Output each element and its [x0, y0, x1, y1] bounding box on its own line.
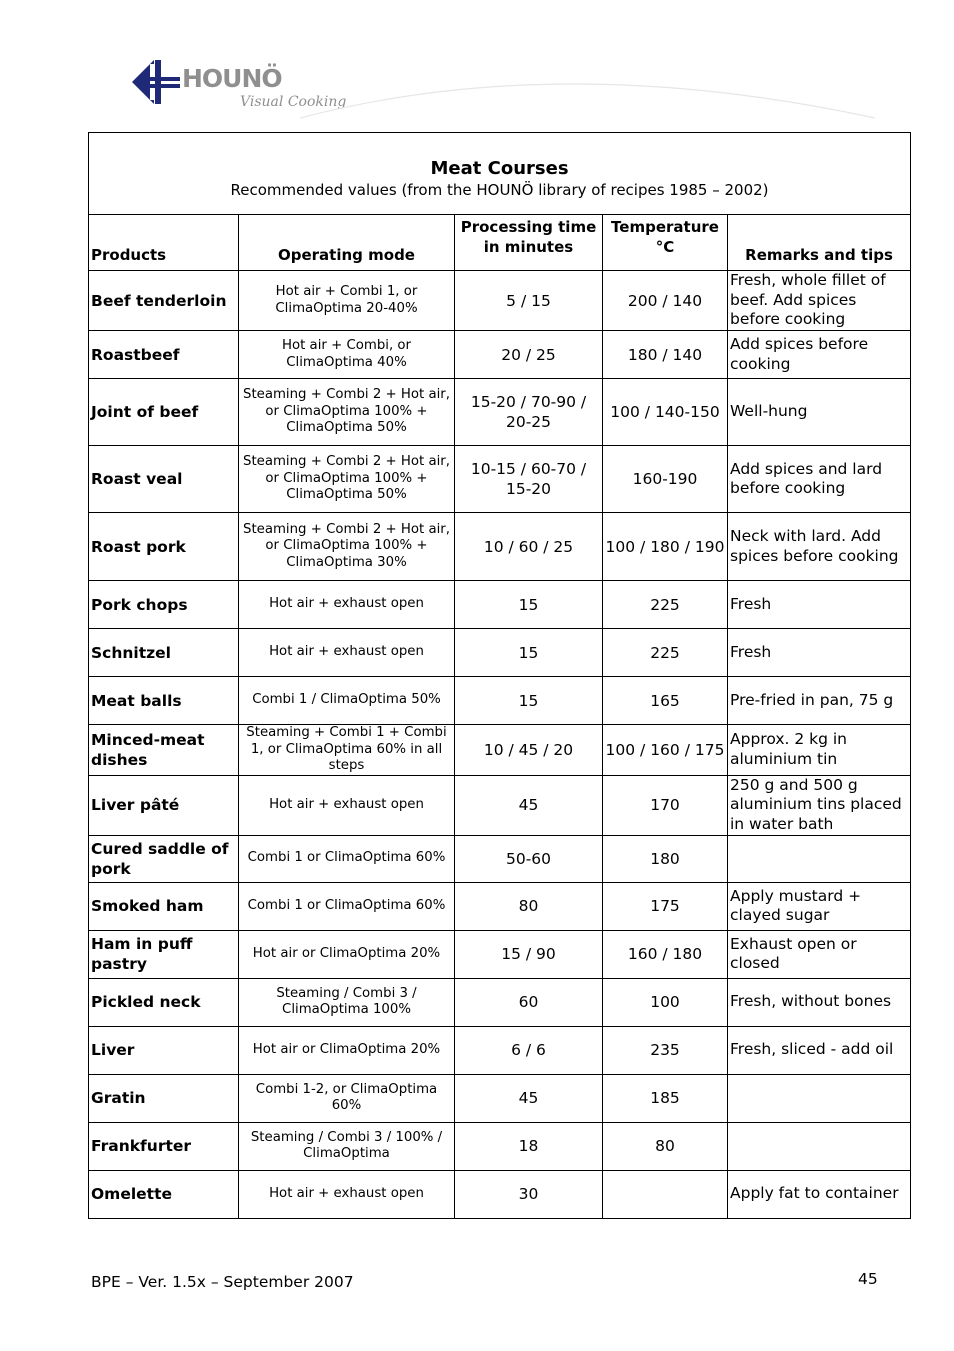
- footer-version: BPE – Ver. 1.5x – September 2007: [91, 1273, 354, 1291]
- temperature-cell: 200 / 140: [603, 271, 728, 331]
- remarks-cell: Fresh: [728, 581, 911, 629]
- table-row: [89, 379, 911, 446]
- mode-cell: Hot air + exhaust open: [239, 629, 455, 677]
- remarks-cell: Apply mustard + clayed sugar: [728, 882, 911, 930]
- product-cell: Minced-meat dishes: [89, 725, 239, 776]
- time-cell: 50-60: [455, 835, 603, 882]
- remarks-cell: Well-hung: [728, 379, 911, 446]
- mode-cell: Hot air or ClimaOptima 20%: [239, 930, 455, 978]
- product-cell: Smoked ham: [89, 882, 239, 930]
- mode-cell: Hot air + exhaust open: [239, 1170, 455, 1218]
- remarks-cell: [728, 1074, 911, 1122]
- mode-cell: Steaming + Combi 2 + Hot air, or ClimaOptima 100% + ClimaOptima 50%: [239, 446, 455, 513]
- time-cell: 10-15 / 60-70 / 15-20: [455, 446, 603, 513]
- time-cell: 45: [455, 775, 603, 835]
- product-cell: Ham in puff pastry: [89, 930, 239, 978]
- hounoe-arrow-icon: [128, 56, 180, 108]
- mode-cell: Hot air + exhaust open: [239, 581, 455, 629]
- time-cell: 15 / 90: [455, 930, 603, 978]
- table-row: [89, 835, 911, 882]
- meat-courses-table: [88, 132, 911, 1219]
- header-processing-time: Processing time in minutes: [455, 215, 603, 271]
- product-cell: Pickled neck: [89, 978, 239, 1026]
- product-cell: Omelette: [89, 1170, 239, 1218]
- product-cell: Gratin: [89, 1074, 239, 1122]
- time-cell: 15: [455, 581, 603, 629]
- mode-cell: Steaming + Combi 1 + Combi 1, or ClimaOptima 60% in all steps: [239, 725, 455, 776]
- mode-cell: Combi 1 or ClimaOptima 60%: [239, 835, 455, 882]
- remarks-cell: Approx. 2 kg in aluminium tin: [728, 725, 911, 776]
- product-cell: Liver pâté: [89, 775, 239, 835]
- remarks-cell: 250 g and 500 g aluminium tins placed in water bath: [728, 775, 911, 835]
- mode-cell: Steaming + Combi 2 + Hot air, or ClimaOptima 100% + ClimaOptima 30%: [239, 513, 455, 581]
- remarks-cell: Fresh, whole fillet of beef. Add spices before cooking: [728, 271, 911, 331]
- header-products: Products: [89, 215, 239, 271]
- time-cell: 6 / 6: [455, 1026, 603, 1074]
- mode-cell: Combi 1 or ClimaOptima 60%: [239, 882, 455, 930]
- time-cell: 10 / 45 / 20: [455, 725, 603, 776]
- table-title: Meat Courses: [430, 158, 569, 179]
- temperature-cell: 170: [603, 775, 728, 835]
- table-row: [89, 1122, 911, 1170]
- table-row: [89, 513, 911, 581]
- remarks-cell: Neck with lard. Add spices before cooking: [728, 513, 911, 581]
- time-cell: 18: [455, 1122, 603, 1170]
- page-number: 45: [858, 1270, 878, 1288]
- remarks-cell: Fresh, sliced - add oil: [728, 1026, 911, 1074]
- mode-cell: Hot air + Combi, or ClimaOptima 40%: [239, 331, 455, 379]
- header-operating-mode: Operating mode: [239, 215, 455, 271]
- table-header-row: [89, 215, 911, 271]
- table-row: [89, 331, 911, 379]
- table-body: [89, 271, 911, 1219]
- table-row: [89, 725, 911, 776]
- temperature-cell: 80: [603, 1122, 728, 1170]
- table-row: [89, 271, 911, 331]
- table-subtitle: Recommended values (from the HOUNÖ library of recipes 1985 – 2002): [230, 181, 769, 199]
- temperature-cell: 180 / 140: [603, 331, 728, 379]
- temperature-cell: 100 / 180 / 190: [603, 513, 728, 581]
- time-cell: 60: [455, 978, 603, 1026]
- remarks-cell: [728, 835, 911, 882]
- table-row: [89, 677, 911, 725]
- temperature-cell: 100 / 140-150: [603, 379, 728, 446]
- time-cell: 10 / 60 / 25: [455, 513, 603, 581]
- product-cell: Pork chops: [89, 581, 239, 629]
- mode-cell: Steaming / Combi 3 / ClimaOptima 100%: [239, 978, 455, 1026]
- table-title-cell: [89, 133, 911, 215]
- time-cell: 30: [455, 1170, 603, 1218]
- mode-cell: Combi 1-2, or ClimaOptima 60%: [239, 1074, 455, 1122]
- temperature-cell: 160-190: [603, 446, 728, 513]
- header-swoosh: [300, 70, 880, 120]
- time-cell: 80: [455, 882, 603, 930]
- remarks-cell: Fresh, without bones: [728, 978, 911, 1026]
- time-cell: 15-20 / 70-90 / 20-25: [455, 379, 603, 446]
- header-temperature: Temperature °C: [603, 215, 728, 271]
- temperature-cell: 100: [603, 978, 728, 1026]
- temperature-cell: 225: [603, 629, 728, 677]
- remarks-cell: Fresh: [728, 629, 911, 677]
- temperature-cell: 100 / 160 / 175: [603, 725, 728, 776]
- temperature-cell: 185: [603, 1074, 728, 1122]
- table-row: [89, 629, 911, 677]
- mode-cell: Steaming / Combi 3 / 100% / ClimaOptima: [239, 1122, 455, 1170]
- temperature-cell: 180: [603, 835, 728, 882]
- table-row: [89, 978, 911, 1026]
- table-row: [89, 775, 911, 835]
- mode-cell: Hot air + exhaust open: [239, 775, 455, 835]
- mode-cell: Hot air + Combi 1, or ClimaOptima 20-40%: [239, 271, 455, 331]
- product-cell: Roast veal: [89, 446, 239, 513]
- remarks-cell: Pre-fried in pan, 75 g: [728, 677, 911, 725]
- temperature-cell: [603, 1170, 728, 1218]
- header-remarks: Remarks and tips: [728, 215, 911, 271]
- product-cell: Meat balls: [89, 677, 239, 725]
- remarks-cell: [728, 1122, 911, 1170]
- table-row: [89, 930, 911, 978]
- product-cell: Roast pork: [89, 513, 239, 581]
- product-cell: Cured saddle of pork: [89, 835, 239, 882]
- product-cell: Joint of beef: [89, 379, 239, 446]
- product-cell: Schnitzel: [89, 629, 239, 677]
- brand-tagline: Visual Cooking: [240, 94, 347, 110]
- table-row: [89, 1074, 911, 1122]
- temperature-cell: 165: [603, 677, 728, 725]
- table-row: [89, 882, 911, 930]
- remarks-cell: Add spices and lard before cooking: [728, 446, 911, 513]
- table-row: [89, 581, 911, 629]
- temperature-cell: 235: [603, 1026, 728, 1074]
- table-row: [89, 446, 911, 513]
- mode-cell: Steaming + Combi 2 + Hot air, or ClimaOptima 100% + ClimaOptima 50%: [239, 379, 455, 446]
- temperature-cell: 225: [603, 581, 728, 629]
- product-cell: Roastbeef: [89, 331, 239, 379]
- product-cell: Frankfurter: [89, 1122, 239, 1170]
- time-cell: 5 / 15: [455, 271, 603, 331]
- brand-name: HOUNÖ: [182, 64, 282, 93]
- mode-cell: Combi 1 / ClimaOptima 50%: [239, 677, 455, 725]
- remarks-cell: Add spices before cooking: [728, 331, 911, 379]
- product-cell: Liver: [89, 1026, 239, 1074]
- mode-cell: Hot air or ClimaOptima 20%: [239, 1026, 455, 1074]
- time-cell: 15: [455, 677, 603, 725]
- temperature-cell: 160 / 180: [603, 930, 728, 978]
- time-cell: 20 / 25: [455, 331, 603, 379]
- remarks-cell: Apply fat to container: [728, 1170, 911, 1218]
- remarks-cell: Exhaust open or closed: [728, 930, 911, 978]
- table-row: [89, 1026, 911, 1074]
- table-row: [89, 1170, 911, 1218]
- product-cell: Beef tenderloin: [89, 271, 239, 331]
- time-cell: 15: [455, 629, 603, 677]
- time-cell: 45: [455, 1074, 603, 1122]
- temperature-cell: 175: [603, 882, 728, 930]
